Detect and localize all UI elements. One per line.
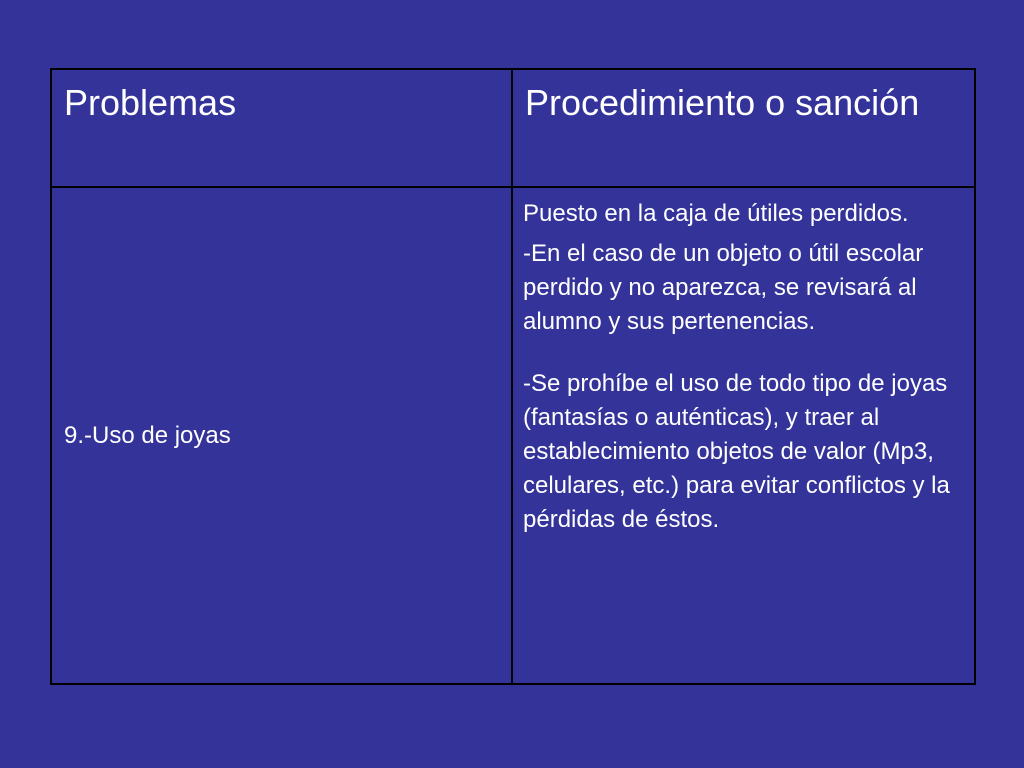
header-cell-procedure xyxy=(512,69,975,187)
header-procedure: Procedimiento o sanción xyxy=(525,82,920,123)
procedure-paragraph-1: Puesto en la caja de útiles perdidos. xyxy=(523,200,909,227)
rules-table xyxy=(50,68,976,685)
table-row xyxy=(51,187,975,684)
header-problems: Problemas xyxy=(64,82,237,123)
procedure-paragraph-2: -En el caso de un objeto o útil escolar perdido y no aparezca, se revisará al alumno y sus pertenencias. xyxy=(523,240,924,335)
header-cell-problems xyxy=(51,69,512,187)
procedure-cell xyxy=(512,187,975,684)
problem-cell xyxy=(51,187,512,684)
table-header-row xyxy=(51,69,975,187)
procedure-paragraph-3: -Se prohíbe el uso de todo tipo de joyas (fantasías o auténticas), y traer al establecimiento objetos de valor (Mp3, celulares, etc.) para evitar conflictos y la pérdidas de éstos. xyxy=(523,370,950,533)
problem-text: 9.-Uso de joyas xyxy=(64,421,231,449)
